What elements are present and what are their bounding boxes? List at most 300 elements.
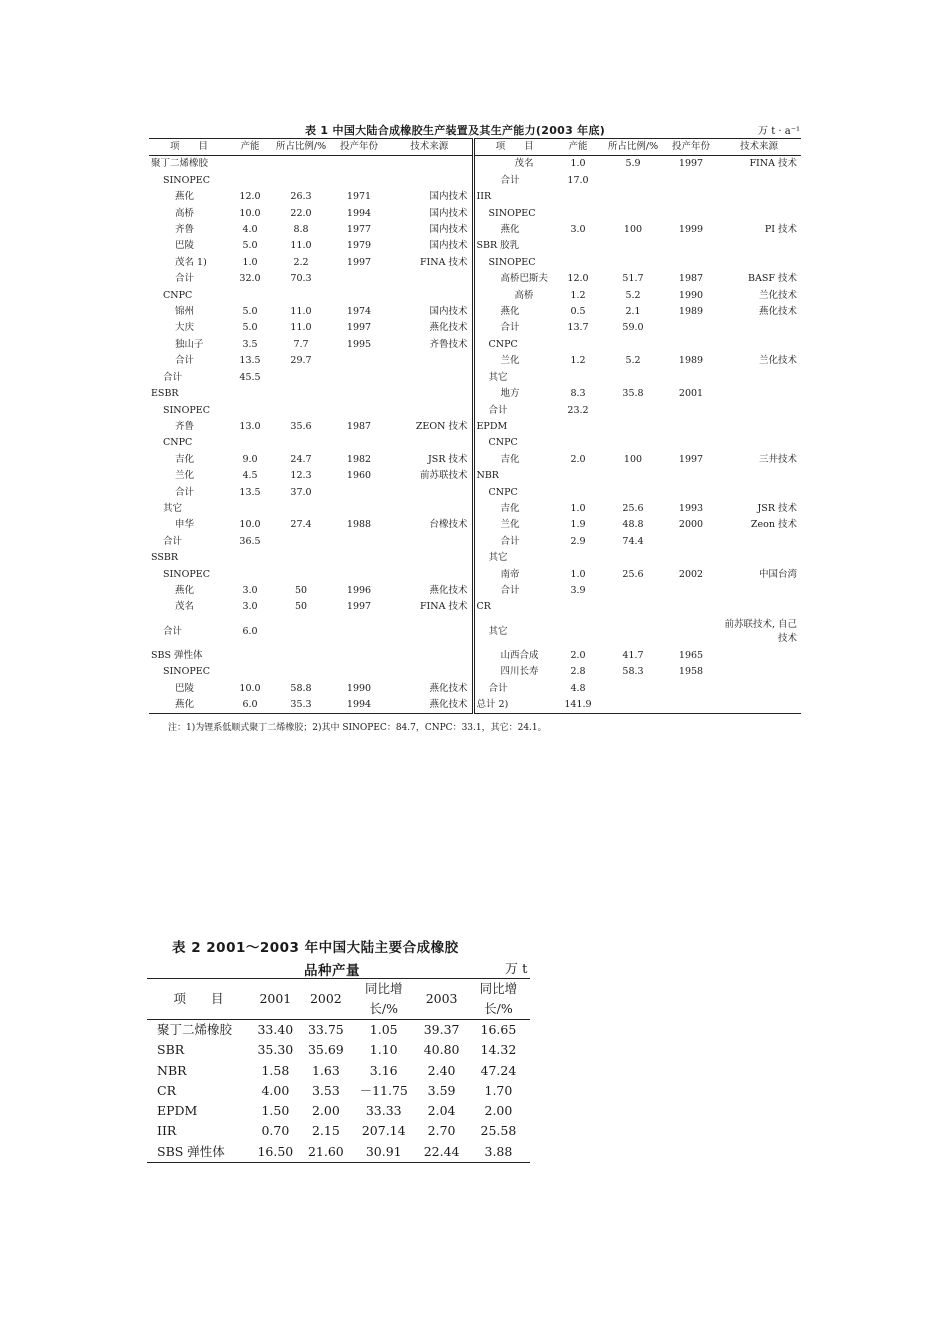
table2-cell: 33.40 [257, 1022, 294, 1037]
table2-header-2001: 2001 [259, 991, 292, 1006]
table1-cell: 1997 [346, 601, 372, 613]
table1-cell [555, 419, 601, 435]
table1-cell: 48.8 [622, 519, 644, 531]
table1-cell: 其它 [488, 552, 508, 564]
table1-cell: 燕化 [175, 699, 195, 710]
table1-cell [331, 567, 387, 583]
table2-cell: 3.16 [369, 1062, 398, 1078]
table1-cell: 2001 [678, 388, 704, 400]
table2-cell: 2.70 [427, 1123, 456, 1139]
table1-cell [717, 206, 801, 222]
table1-cell [717, 386, 801, 402]
table1-row [149, 288, 801, 304]
table1-cell: 5.0 [242, 322, 258, 334]
table1-cell [555, 370, 601, 386]
table2-header-row [147, 979, 530, 1000]
table1-cell: 3.9 [570, 584, 586, 596]
table1-cell: 13.5 [239, 486, 261, 498]
table1-cell [601, 419, 665, 435]
table1-cell [555, 189, 601, 205]
table1-cell: 13.0 [239, 420, 261, 432]
table1-cell [601, 485, 665, 501]
table1-cell [271, 403, 331, 419]
table1-cell [601, 403, 665, 419]
table1-cell: 1.0 [570, 568, 586, 580]
table1-cell [229, 550, 271, 566]
table1-cell: 1989 [678, 306, 704, 318]
table1-cell [229, 156, 271, 173]
table1-row [149, 189, 801, 205]
table1-cell: Zeon 技术 [750, 519, 797, 531]
table1-cell: 其它 [488, 625, 508, 637]
table1-cell [387, 534, 473, 550]
table1-cell [387, 403, 473, 419]
table1-cell: 3.5 [242, 338, 258, 350]
table2-cell: SBS 弹性体 [157, 1143, 225, 1159]
table1-row [149, 452, 801, 468]
table1-cell [229, 567, 271, 583]
table1-row [149, 616, 801, 648]
table1-cell: 100 [623, 453, 643, 465]
table2-row [147, 1040, 530, 1060]
table1-cell: 合计 [500, 174, 520, 186]
table1-cell: CNPC [488, 338, 518, 350]
table2-cell: 2.00 [484, 1103, 513, 1119]
table1-cell: 大庆 [175, 322, 195, 334]
table1-cell [555, 468, 601, 484]
table1-cell [601, 435, 665, 451]
table2-row [147, 1061, 530, 1081]
table2-cell: 33.75 [307, 1022, 344, 1037]
table1-cell [665, 255, 717, 271]
table1-cell: 燕化 [175, 191, 195, 203]
table1-cell [387, 550, 473, 566]
table1-cell: 8.3 [570, 388, 586, 400]
table1-row [149, 517, 801, 533]
table1-cell: 燕化技术 [387, 583, 473, 599]
table1-cell [717, 403, 801, 419]
table1-cell [665, 337, 717, 353]
table1-cell: 国内技术 [387, 238, 473, 254]
table1-cell [387, 271, 473, 287]
table2-cell: 聚丁二烯橡胶 [157, 1022, 233, 1037]
table1-cell [271, 173, 331, 189]
table1-cell: 1997 [346, 256, 372, 268]
table2-cell: 2.04 [427, 1103, 456, 1119]
table1-cell: 山西合成 [500, 649, 539, 661]
table1-cell: 吉化 [175, 453, 195, 465]
table1-row [149, 353, 801, 369]
table1-cell [717, 468, 801, 484]
table1-cell: ZEON 技术 [387, 419, 473, 435]
table1-cell [387, 648, 473, 664]
table1-cell: 35.6 [290, 420, 312, 432]
table1-cell: 35.3 [290, 699, 312, 710]
table1-row [149, 370, 801, 386]
table1-cell: 中国台湾 [758, 568, 797, 580]
table1-cell: 10.0 [239, 519, 261, 531]
table1-cell: 9.0 [242, 453, 258, 465]
table1-row [149, 238, 801, 254]
table1-cell [665, 173, 717, 189]
table1-cell: 50 [294, 584, 308, 596]
table1-cell: 1.2 [570, 289, 586, 301]
table1-cell: 5.9 [625, 158, 641, 170]
table2-cell: 3.53 [311, 1082, 340, 1098]
table1-cell: 合计 [488, 682, 508, 694]
table2-cell: 35.30 [257, 1042, 294, 1058]
table1-cell: 24.7 [290, 453, 312, 465]
table1-row [149, 550, 801, 566]
table2-row [147, 1142, 530, 1163]
table1-cell: 7.7 [293, 338, 309, 350]
table1-cell: 1994 [346, 207, 372, 219]
table1-cell: 36.5 [239, 535, 261, 547]
table1-cell: 其它 [488, 371, 508, 383]
table2-cell: 33.33 [365, 1103, 402, 1119]
table1-cell [229, 435, 271, 451]
table1-cell: 1987 [346, 420, 372, 432]
table1-cell: 1990 [678, 289, 704, 301]
table2-cell: 22.44 [423, 1143, 460, 1159]
table1-cell: SSBR [151, 552, 178, 564]
table1-cell [271, 648, 331, 664]
table1-cell [387, 616, 473, 648]
table1-cell: IIR [476, 191, 492, 203]
table2-cell: 40.80 [423, 1042, 460, 1058]
table1-cell: 32.0 [239, 273, 261, 285]
table1-cell: 合计 [500, 535, 520, 547]
table1-cell: 1974 [346, 306, 372, 318]
table2-header-2002: 2002 [309, 991, 342, 1006]
table2-cell: 30.91 [365, 1143, 402, 1159]
table1-cell [717, 583, 801, 599]
table1-cell [331, 664, 387, 680]
table1-cell: SINOPEC [488, 256, 536, 268]
table1-cell: 1.0 [570, 502, 586, 514]
table1-cell [665, 550, 717, 566]
table1-unit: 万 t · a⁻¹ [758, 126, 800, 137]
table1-cell: 4.5 [242, 470, 258, 482]
table1-cell [229, 173, 271, 189]
table1-cell: NBR [476, 470, 499, 482]
table2-unit: 万 t [505, 962, 528, 977]
table1-cell [387, 288, 473, 304]
table1-cell: 南帝 [500, 568, 520, 580]
table1-row [149, 468, 801, 484]
table1-cell [665, 681, 717, 697]
table2-header-growth2-top: 同比增 [479, 981, 518, 996]
table1-cell: SINOPEC [488, 207, 536, 219]
table1-cell [665, 189, 717, 205]
table1-cell: 74.4 [622, 535, 644, 547]
table1-cell: 10.0 [239, 682, 261, 694]
table1-cell [665, 485, 717, 501]
table1-cell: 吉化 [500, 502, 520, 514]
table1-cell [665, 403, 717, 419]
table1-cell [331, 353, 387, 369]
table1-cell [717, 419, 801, 435]
table2-cell: SBR [157, 1042, 185, 1058]
table1-row [149, 664, 801, 680]
table1-cell [387, 173, 473, 189]
table1-cell: PI 技术 [764, 224, 797, 236]
table1-cell: 合计 [163, 371, 183, 383]
table2-cell: 16.50 [257, 1143, 294, 1159]
table1-header: 产能 [568, 141, 588, 152]
table2-cell: IIR [157, 1123, 177, 1139]
table1-cell: CNPC [488, 486, 518, 498]
table1-row [149, 206, 801, 222]
table1 [149, 138, 801, 714]
table1-cell: 2.0 [570, 453, 586, 465]
table2-cell: 35.69 [307, 1042, 344, 1058]
table1-cell [331, 156, 387, 173]
table1-cell: 1988 [346, 519, 372, 531]
table1-cell: 合计 [500, 322, 520, 334]
table1-cell: 2.9 [570, 535, 586, 547]
table1-cell [555, 435, 601, 451]
table1-cell [331, 534, 387, 550]
table1-cell: 0.5 [570, 306, 586, 318]
table1-cell [229, 288, 271, 304]
table1-cell: 2.1 [625, 306, 641, 318]
table1-cell [331, 370, 387, 386]
table1-cell [555, 550, 601, 566]
table1-cell [331, 435, 387, 451]
table1-cell [717, 697, 801, 714]
table1-row [149, 386, 801, 402]
table1-cell: JSR 技术 [757, 502, 797, 514]
table1-cell: 1993 [678, 502, 704, 514]
table1-cell [331, 386, 387, 402]
table1-cell: SINOPEC [163, 666, 210, 678]
table1-cell: 45.5 [239, 371, 261, 383]
table1-cell: 申华 [175, 519, 195, 531]
table1-cell: 3.0 [242, 584, 258, 596]
table1-cell: 50 [294, 601, 308, 613]
table1-cell [601, 206, 665, 222]
table1-cell: 合计 [175, 355, 195, 367]
table1-cell [555, 337, 601, 353]
table2 [147, 978, 530, 1163]
table2-caption-line2: 品种产量 [304, 963, 360, 979]
table2-cell: CR [157, 1082, 176, 1098]
table1-cell: 23.2 [567, 404, 589, 416]
table2-row [147, 1081, 530, 1101]
table1-cell: 4.0 [242, 224, 258, 236]
table1-row [149, 419, 801, 435]
table2-body [147, 1020, 530, 1163]
table1-cell [665, 468, 717, 484]
table1-cell: 吉化 [500, 453, 520, 465]
table1-cell: 1960 [346, 470, 372, 482]
table1-caption-bar [150, 122, 800, 137]
table1-cell [331, 403, 387, 419]
table1-cell: 6.0 [242, 625, 258, 637]
table1-cell: 2.0 [570, 649, 586, 661]
table1-cell: 合计 [488, 404, 508, 416]
table1-cell: 12.0 [567, 273, 589, 285]
table1-cell [601, 681, 665, 697]
table1-cell: 4.8 [570, 682, 586, 694]
table1-header: 投产年份 [671, 141, 710, 152]
table1-caption: 表 1 中国大陆合成橡胶生产装置及其生产能力(2003 年底) [305, 124, 606, 137]
table1-cell: 25.6 [622, 568, 644, 580]
table1-cell: FINA 技术 [387, 255, 473, 271]
table1-cell: 1997 [678, 453, 704, 465]
table1-cell [331, 616, 387, 648]
table1-cell: 燕化技术 [387, 681, 473, 697]
table1-cell [665, 206, 717, 222]
table1-cell: 燕化 [500, 306, 520, 318]
table1-cell: 国内技术 [387, 222, 473, 238]
table1-cell [717, 550, 801, 566]
table1-cell: FINA 技术 [387, 599, 473, 615]
table1-cell [717, 173, 801, 189]
table1-cell: 燕化技术 [758, 306, 797, 318]
table1-cell: 兰化 [175, 470, 195, 482]
table1-cell [601, 550, 665, 566]
table1-cell: 巴陵 [175, 240, 195, 252]
table1-cell: 58.8 [290, 682, 312, 694]
table2-cell: 1.10 [369, 1042, 398, 1058]
table2-row [147, 1121, 530, 1141]
table2-cell: 39.37 [423, 1022, 460, 1037]
table2-cell: 47.24 [480, 1062, 517, 1078]
table1-cell [387, 485, 473, 501]
table1-cell [717, 681, 801, 697]
table1-cell [271, 616, 331, 648]
table1-body [149, 156, 801, 714]
table1-cell: 高桥 [514, 289, 534, 301]
table1-cell: 13.7 [567, 322, 589, 334]
table1-cell [717, 664, 801, 680]
table1-cell: 燕化技术 [387, 320, 473, 336]
table1-row [149, 583, 801, 599]
table2-cell: 4.00 [261, 1082, 290, 1098]
table2-cell: 2.40 [427, 1062, 456, 1078]
table1-cell: 2000 [678, 519, 704, 531]
table1-cell [665, 320, 717, 336]
table1-header: 技术来源 [739, 141, 778, 152]
table1-cell: 26.3 [290, 191, 312, 203]
table1-cell: 37.0 [290, 486, 312, 498]
table1-cell [717, 485, 801, 501]
table2-header-growth1-bottom: 长/% [369, 1001, 399, 1016]
table1-row [149, 403, 801, 419]
table1-cell [665, 583, 717, 599]
table2-cell: 1.50 [261, 1103, 290, 1119]
table1-cell: 13.5 [239, 355, 261, 367]
table1-cell: 独山子 [175, 338, 204, 350]
table2-cell: 25.58 [480, 1123, 517, 1139]
table1-cell: 茂名 [514, 158, 534, 170]
table2-cell: 1.70 [484, 1082, 513, 1098]
table1-cell: 1965 [678, 649, 704, 661]
table1-cell [665, 370, 717, 386]
table1-cell: CR [476, 601, 491, 613]
table1-cell [717, 370, 801, 386]
table2-cell: NBR [157, 1062, 187, 1078]
table1-cell [331, 550, 387, 566]
table2-header-growth2-bottom: 长/% [484, 1001, 513, 1016]
table1-cell [271, 370, 331, 386]
table1-cell: 国内技术 [387, 189, 473, 205]
table1-cell: 其它 [163, 502, 183, 514]
table1-cell: EPDM [476, 420, 508, 432]
table1-cell: SINOPEC [163, 174, 210, 186]
table1-cell: 四川长寿 [500, 666, 539, 678]
table1-row [149, 567, 801, 583]
table1-cell [555, 599, 601, 615]
table1-cell: 合计 [163, 535, 183, 547]
table1-row [149, 173, 801, 189]
table1-cell [331, 501, 387, 517]
table1-cell: 1997 [346, 322, 372, 334]
table1-cell [387, 353, 473, 369]
table1-cell: 1997 [678, 158, 704, 170]
table1-cell [229, 648, 271, 664]
table1-cell: 合计 [175, 273, 195, 285]
table2-grid [147, 978, 530, 1163]
table1-header: 项 目 [495, 141, 534, 152]
table1-cell: 1971 [346, 191, 372, 203]
table1-cell [271, 435, 331, 451]
table1-cell: 国内技术 [387, 304, 473, 320]
table1-cell: 51.7 [622, 273, 644, 285]
table1-cell [271, 156, 331, 173]
table1-cell [387, 370, 473, 386]
table1-cell [229, 403, 271, 419]
table1-cell: 前苏联技术, 自己技术 [724, 618, 797, 644]
table1-cell: 高桥巴斯夫 [500, 273, 549, 285]
table1-cell: 58.3 [622, 666, 644, 678]
table1-cell: 1.2 [570, 355, 586, 367]
table1-cell: 1977 [346, 224, 372, 236]
table1-cell: SBR 胶乳 [476, 240, 520, 252]
table1-cell: 1996 [346, 584, 372, 596]
table2-cell: 1.63 [311, 1062, 340, 1078]
table1-cell: 1999 [678, 224, 704, 236]
table1-header-row [149, 139, 801, 156]
table1-row [149, 271, 801, 287]
table1-cell [229, 386, 271, 402]
table1-row [149, 435, 801, 451]
table2-row [147, 1101, 530, 1121]
table1-row [149, 681, 801, 697]
table1-cell: 燕化 [175, 584, 195, 596]
table1-row [149, 648, 801, 664]
table1-cell: 兰化 [500, 355, 520, 367]
table1-row [149, 255, 801, 271]
table1-cell: 总计 2) [476, 699, 509, 710]
table1-cell [665, 238, 717, 254]
table1-cell: 29.7 [290, 355, 312, 367]
table1-cell: ESBR [151, 388, 179, 400]
table1-cell [271, 386, 331, 402]
table1-cell [387, 664, 473, 680]
table1-cell [601, 370, 665, 386]
table1-cell: 1990 [346, 682, 372, 694]
table1-cell: 6.0 [242, 699, 258, 710]
table1-cell: 国内技术 [387, 206, 473, 222]
table1-cell: 12.0 [239, 191, 261, 203]
table1-cell: 1979 [346, 240, 372, 252]
table2-cell: 16.65 [480, 1022, 517, 1037]
table1-cell [601, 616, 665, 648]
table1-cell [601, 583, 665, 599]
